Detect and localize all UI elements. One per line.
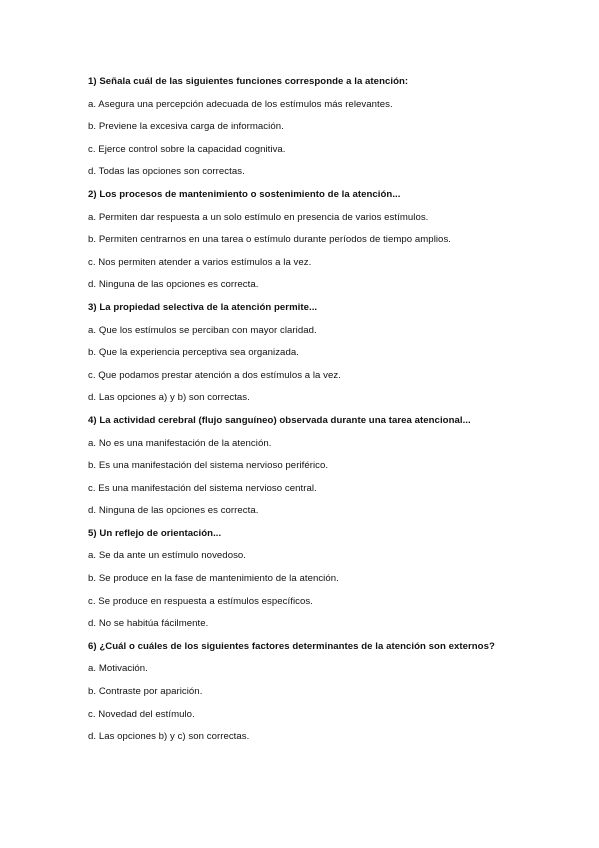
answer-option-c: c. Novedad del estímulo.: [88, 708, 195, 720]
answer-option-b: b. Permiten centrarnos en una tarea o estímulo durante períodos de tiempo amplios.: [88, 234, 452, 246]
question-3: [88, 297, 568, 410]
question-1: [88, 71, 568, 184]
question-title: 4) La actividad cerebral (flujo sanguíneo) observada durante una tarea atencional...: [88, 414, 471, 426]
question-6: [88, 636, 568, 749]
answer-option-a: a. Se da ante un estímulo novedoso.: [88, 550, 247, 562]
answer-option-c: c. Que podamos prestar atención a dos estímulos a la vez.: [88, 369, 341, 381]
answer-option-a: a. Asegura una percepción adecuada de los estímulos más relevantes.: [88, 98, 393, 110]
answer-option-b: b. Contraste por aparición.: [88, 686, 203, 698]
answer-option-d: d. Las opciones b) y c) son correctas.: [88, 731, 250, 743]
question-title: 5) Un reflejo de orientación...: [88, 527, 222, 539]
answer-option-d: d. No se habitúa fácilmente.: [88, 618, 209, 630]
answer-option-b: b. Se produce en la fase de mantenimiento de la atención.: [88, 573, 339, 585]
answer-option-a: a. Motivación.: [88, 663, 148, 675]
answer-option-c: c. Ejerce control sobre la capacidad cognitiva.: [88, 143, 286, 155]
answer-option-a: a. No es una manifestación de la atención.: [88, 437, 272, 449]
question-5: [88, 523, 568, 636]
answer-option-c: c. Nos permiten atender a varios estímulos a la vez.: [88, 256, 312, 268]
question-title: 6) ¿Cuál o cuáles de los siguientes factores determinantes de la atención son externos?: [88, 640, 495, 652]
answer-option-d: d. Las opciones a) y b) son correctas.: [88, 392, 250, 404]
question-4: [88, 410, 568, 523]
answer-option-a: a. Que los estímulos se perciban con mayor claridad.: [88, 324, 317, 336]
question-2: [88, 184, 568, 297]
answer-option-b: b. Es una manifestación del sistema nervioso periférico.: [88, 460, 329, 472]
answer-option-d: d. Ninguna de las opciones es correcta.: [88, 279, 259, 291]
answer-option-d: d. Todas las opciones son correctas.: [88, 166, 245, 178]
question-title: 2) Los procesos de mantenimiento o sostenimiento de la atención...: [88, 188, 401, 200]
answer-option-a: a. Permiten dar respuesta a un solo estímulo en presencia de varios estímulos.: [88, 211, 429, 223]
answer-option-c: c. Es una manifestación del sistema nervioso central.: [88, 482, 317, 494]
answer-option-b: b. Que la experiencia perceptiva sea organizada.: [88, 347, 299, 359]
quiz-content: [88, 71, 568, 749]
answer-option-b: b. Previene la excesiva carga de información.: [88, 121, 284, 133]
answer-option-c: c. Se produce en respuesta a estímulos específicos.: [88, 595, 313, 607]
question-title: 1) Señala cuál de las siguientes funciones corresponde a la atención:: [88, 76, 409, 87]
question-title: 3) La propiedad selectiva de la atención permite...: [88, 301, 318, 313]
answer-option-d: d. Ninguna de las opciones es correcta.: [88, 505, 259, 517]
